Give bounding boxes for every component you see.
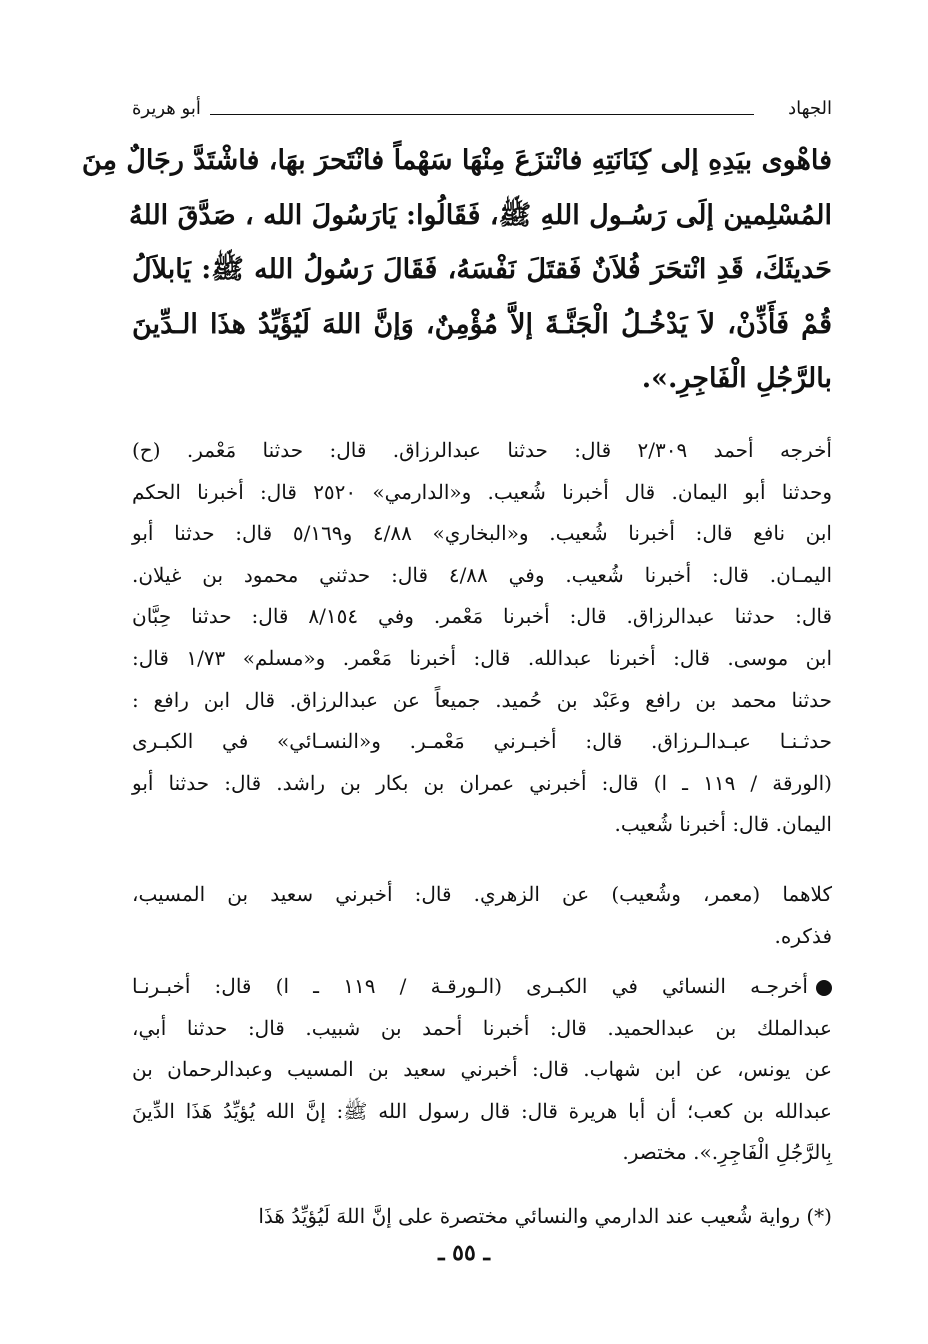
takhrij-line: (الورقة / ١١٩ ـ ا) قال: أخبرني عمران بن بكار بن راشد. قال: حدثنا أبو — [132, 770, 832, 795]
hadith-line: قُمْ فَأَذِّنْ، لاَ يَدْخُـلُ الْجَنَّـةَ إلاَّ مُؤْمِنٌ، وَإنَّ اللهَ لَيُؤَيِّدُ هذَا الـدِّينَ — [132, 308, 832, 340]
narrator-title: أبو هريرة — [132, 98, 201, 119]
takhrij-line: أخرجه أحمد ٢/٣٠٩ قال: حدثنا عبدالرزاق. قال: حدثنا مَعْمر. (ح) — [132, 438, 832, 462]
takhrij-line: حدثـنـا عبـدالـرزاق. قال: أخبـرني مَعْمـر. و«النسـائي» في الكبـرى — [132, 729, 832, 754]
hadith-line: بالرَّجُلِ الْفَاجِرِ.». — [641, 363, 832, 394]
nasai-line: عبدالله بن كعب؛ أن أبا هريرة قال: قال رسول الله ﷺ: إنَّ الله يُؤيِّدُ هَذَا الدِّينَ — [132, 1098, 832, 1123]
takhrij-line: قال: حدثنا عبدالرزاق. قال: أخبرنا مَعْمر. وفي ٨/١٥٤ قال: حدثنا حِبَّان — [132, 604, 833, 629]
takhrij-line: اليمان. قال: أخبرنا شُعيب. — [614, 812, 832, 837]
takhrij-paragraph — [132, 430, 832, 846]
nasai-line: عن يونس، عن ابن شهاب. قال: أخبرني سعيد بن المسيب وعبدالرحمان بن — [132, 1057, 832, 1082]
takhrij-line: حدثنا محمد بن رافع وعَبْد بن حُميد. جميعاً عن عبدالرزاق. قال ابن رافع : — [132, 687, 832, 712]
nasai-line-text: أخرجـه النسائي في الكبـرى (الـورقـة / ١١٩ ـ ا) قال: أخبـرنـا — [132, 974, 808, 998]
hadith-line: حَديثَكَ، قَدِ انْتحَرَ فُلاَنٌ فَقتَلَ نَفْسَهُ، فَقَالَ رَسُولُ الله ﷺ: يَابلاَلُ — [132, 254, 832, 285]
footnote — [132, 1196, 832, 1238]
page-number: ـ ٥٥ ـ — [438, 1240, 490, 1266]
takhrij-line: وحدثنا أبو اليمان. قال أخبرنا شُعيب. و«الدارمي» ٢٥٢٠ قال: أخبرنا الحكم — [132, 479, 832, 504]
takhrij-line: اليمـان. قال: أخبرنا شُعيب. وفي ٤/٨٨ قال: حدثني محمود بن غيلان. — [132, 562, 833, 587]
summary-paragraph — [132, 874, 832, 957]
hadith-line: فاهْوى بيَدِهِ إلى كِنَانَتِهِ فانْتزَعَ مِنْهَا سَهْماً فانْتَحرَ بهَا، فاشْتَدَّ رجَالٌ مِنَ — [81, 145, 832, 176]
footnote-line: (*) رواية شُعيب عند الدارمي والنسائي مختصرة على إنَّ اللهَ لَيُؤيِّدُ هَذَا — [258, 1204, 832, 1228]
bullet-icon — [816, 980, 832, 996]
nasai-line: عبدالملك بن عبدالحميد. قال: أخبرنا أحمد بن شبيب. قال: حدثنا أبي، — [132, 1015, 832, 1040]
nasai-paragraph — [132, 966, 832, 1174]
chapter-title: الجهاد — [788, 98, 832, 119]
nasai-line — [132, 966, 832, 1008]
summary-line: كلاهما (معمر، وشُعيب) عن الزهري. قال: أخبرني سعيد بن المسيب، — [132, 882, 832, 906]
running-header — [132, 96, 832, 126]
summary-line: فذكره. — [774, 923, 832, 948]
header-rule — [210, 114, 754, 115]
hadith-line: المُسْلِمين إلَى رَسُـول اللهِ ﷺ، فَقَالُوا: يَارَسُولَ الله ، صَدَّقَ اللهُ — [129, 199, 832, 231]
takhrij-line: ابن نافع قال: أخبرنا شُعيب. و«البخاري» ٤/٨٨ و٥/١٦٩ قال: حدثنا أبو — [132, 521, 832, 546]
takhrij-line: ابن موسى. قال: أخبرنا عبدالله. قال: أخبرنا مَعْمر. و«مسلم» ١/٧٣ قال: — [132, 645, 832, 670]
hadith-text — [81, 134, 832, 407]
nasai-line: بِالرَّجُلِ الْفَاجِرِ.». مختصر. — [622, 1140, 832, 1165]
